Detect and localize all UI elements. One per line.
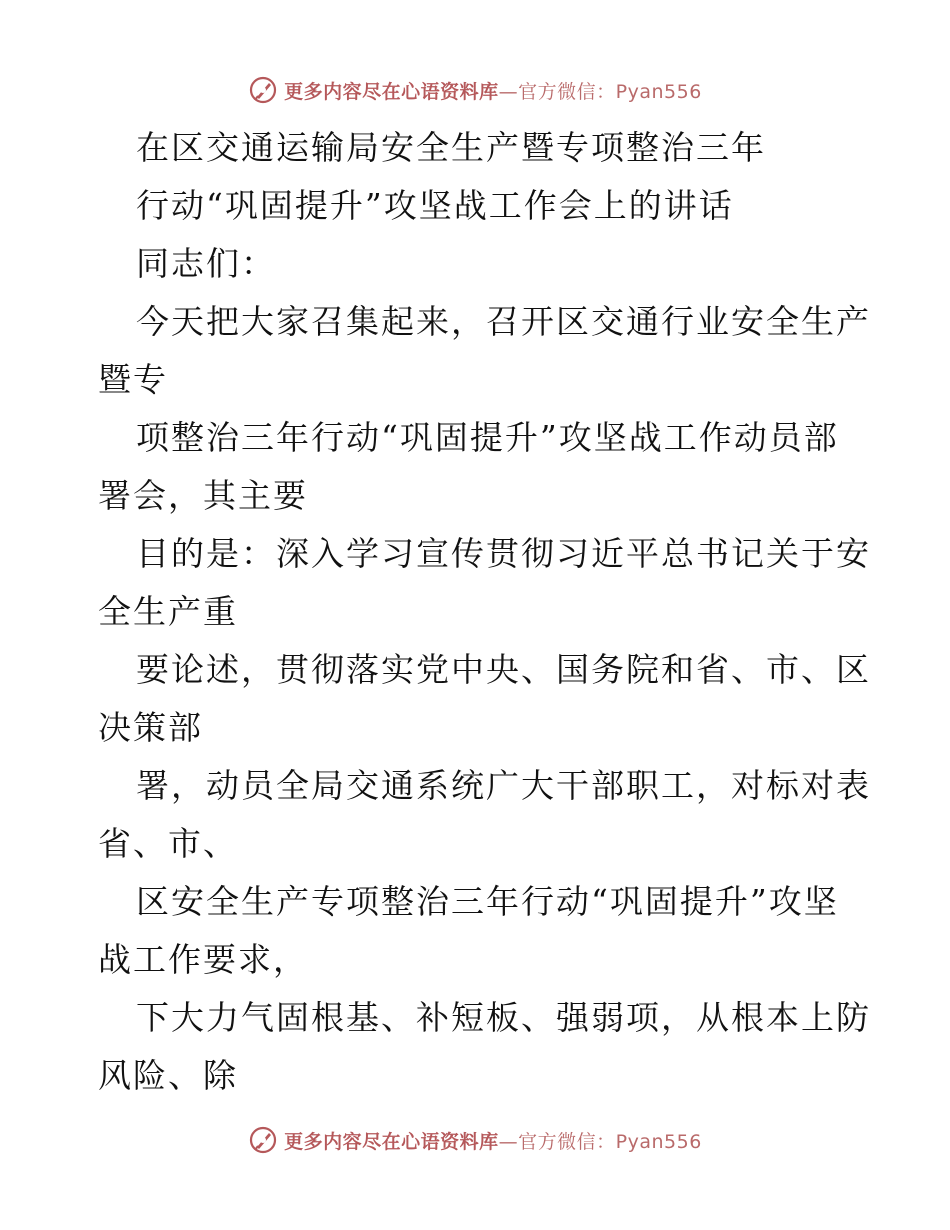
banner-site-name: 更多内容尽在心语资料库 — [284, 80, 499, 103]
paragraph-line: 署，动员全局交通系统广大干部职工，对标对表 — [136, 766, 871, 805]
paragraph-line: 署会，其主要 — [98, 476, 308, 515]
banner-text — [284, 1127, 702, 1154]
paragraph-line: 决策部 — [98, 708, 203, 747]
salutation: 同志们： — [136, 244, 276, 283]
paragraph-line: 下大力气固根基、补短板、强弱项，从根本上防 — [136, 998, 871, 1037]
title-line-1: 在区交通运输局安全生产暨专项整治三年 — [136, 128, 766, 167]
title-line-2: 行动“巩固提升”攻坚战工作会上的讲话 — [136, 186, 734, 225]
paragraph-line: 今天把大家召集起来，召开区交通行业安全生产 — [136, 302, 871, 341]
paragraph-line: 风险、除 — [98, 1056, 238, 1095]
banner-text — [284, 77, 702, 104]
quill-pen-logo-icon — [248, 75, 278, 105]
paragraph-line: 全生产重 — [98, 592, 238, 631]
banner-wechat-info: —官方微信：Pyan556 — [498, 80, 702, 103]
paragraph-line: 省、市、 — [98, 824, 238, 863]
paragraph-line: 暨专 — [98, 360, 168, 399]
quill-pen-logo-icon — [248, 1125, 278, 1155]
paragraph-line: 项整治三年行动“巩固提升”攻坚战工作动员部 — [136, 418, 839, 457]
paragraph-line: 区安全生产专项整治三年行动“巩固提升”攻坚 — [136, 882, 839, 921]
banner-site-name: 更多内容尽在心语资料库 — [284, 1130, 499, 1153]
paragraph-line: 战工作要求， — [98, 940, 308, 979]
paragraph-line: 要论述，贯彻落实党中央、国务院和省、市、区 — [136, 650, 871, 689]
banner-wechat-info: —官方微信：Pyan556 — [498, 1130, 702, 1153]
paragraph-line: 目的是：深入学习宣传贯彻习近平总书记关于安 — [136, 534, 871, 573]
header-watermark-banner — [0, 70, 950, 110]
footer-watermark-banner — [0, 1120, 950, 1160]
